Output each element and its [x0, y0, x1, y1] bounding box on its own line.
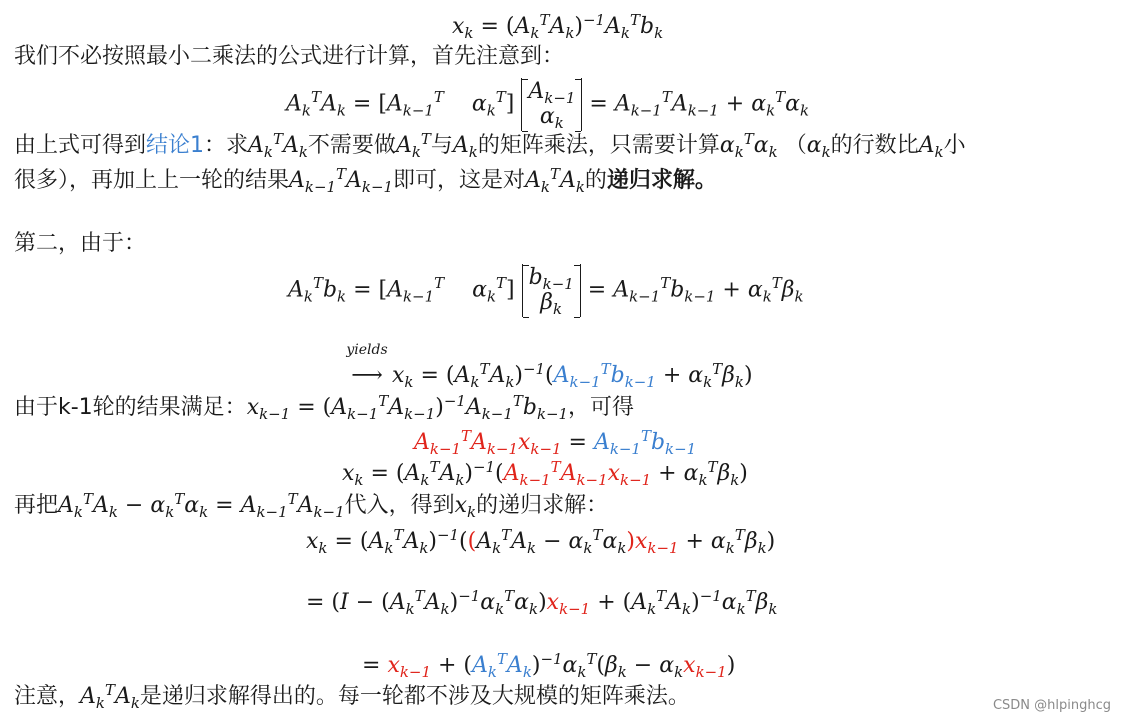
second-point-text: 第二，由于： [14, 231, 147, 256]
note-line: 注意，$A_k^TA_k$是递归求解得出的。每一轮都不涉及大规模的矩阵乘法。 [14, 680, 690, 713]
formula-ata-block: $A_k^TA_k = [A_{k-1}^T$ $\alpha_k^T$] $A_{k-1}$ $\alpha_k$ = $A_{k-1}^TA_{k-1} + \alpha_k^T\alpha_k$ [286, 79, 810, 133]
substitute-line: 再把$A_k^TA_k - \alpha_k^T\alpha_k = A_{k-1}^TA_{k-1}$代入，得到$x_k$的递归求解： [14, 489, 609, 522]
formula-recursive-2: = $(I - (A_k^TA_k)^{-1}\alpha_k^T\alpha_k)x_{k-1} + (A_k^TA_k)^{-1}\alpha_k^T\beta_k$ [306, 586, 778, 619]
yields-arrow: yields ⟶ [346, 342, 388, 388]
formula-recursive-3: = $x_{k-1} + (A_k^TA_k)^{-1}\alpha_k^T(\beta_k - \alpha_kx_{k-1})$ [362, 649, 736, 682]
intro-text: 我们不必按照最小二乘法的公式进行计算，首先注意到： [14, 44, 565, 69]
formula-recursive-1: $x_k = (A_k^TA_k)^{-1}((A_k^TA_k - \alpha_k^T\alpha_k)x_{k-1} + \alpha_k^T\beta_k)$ [306, 525, 776, 558]
k-minus-1-line: 由于k-1轮的结果满足：$x_{k-1} = (A_{k-1}^TA_{k-1})^{-1}A_{k-1}^Tb_{k-1}$，可得 [14, 391, 635, 424]
formula-least-squares: $x_k = (A_k^TA_k)^{-1}A_k^Tb_k$ [452, 10, 664, 43]
conclusion-line-1: 由上式可得到结论1：求$A_k^TA_k$不需要做$A_k^T$与$A_k$的矩阵乘法，只需要计算$\alpha_k^T\alpha_k$ （$\alpha_k$的行数比$A_k$小 [14, 129, 966, 162]
formula-substituted: $x_k = (A_k^TA_k)^{-1}(A_{k-1}^TA_{k-1}x_{k-1} + \alpha_k^T\beta_k)$ [342, 457, 748, 490]
formula-yields: yields ⟶ $x_k = (A_k^TA_k)^{-1}(A_{k-1}^Tb_{k-1} + \alpha_k^T\beta_k)$ [342, 365, 753, 387]
formula-atb-block: $A_k^Tb_k = [A_{k-1}^T$ $\alpha_k^T$] $b_{k-1}$ $\beta_k$ = $A_{k-1}^Tb_{k-1} + \alpha_k^T\beta_k$ [288, 265, 804, 319]
formula-equivalence: $A_{k-1}^TA_{k-1}x_{k-1} = A_{k-1}^Tb_{k-1}$ [414, 426, 697, 459]
conclusion-1-link[interactable]: 结论1 [146, 133, 205, 158]
block-vector: $A_{k-1}$ $\alpha_k$ [521, 78, 582, 131]
block-vector-b: $b_{k-1}$ $\beta_k$ [522, 264, 581, 317]
conclusion-line-2: 很多），再加上上一轮的结果$A_{k-1}^TA_{k-1}$即可，这是对$A_k^TA_k$的递归求解。 [14, 164, 717, 197]
recursive-solution-bold: 递归求解。 [606, 168, 717, 193]
csdn-watermark: CSDN @hlpinghcg [992, 698, 1111, 713]
